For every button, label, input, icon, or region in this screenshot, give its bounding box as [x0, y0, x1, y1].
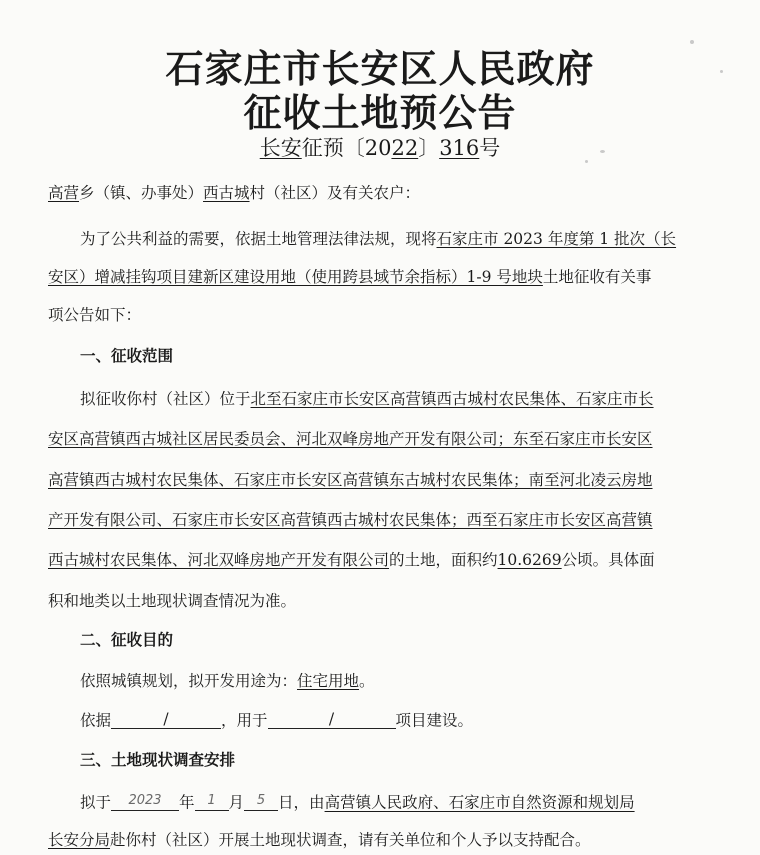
survey-text: 日，由 [278, 793, 325, 812]
doc-number-value: 316 [439, 136, 480, 160]
section-heading-scope: 一、征收范围 [80, 346, 174, 365]
intro-text: 为了公共利益的需要，依据土地管理法律法规，现将 [80, 230, 437, 248]
purpose-text: 依照城镇规划，拟开发用途为： [80, 672, 298, 690]
scope-boundary: 北至石家庄市长安区高营镇西古城村农民集体、石家庄市长 [250, 390, 654, 408]
doc-year-suffix: 22 [391, 136, 419, 160]
survey-line-1 [80, 794, 718, 811]
township-tail: 乡（镇、办事处） [79, 184, 204, 202]
section-heading-purpose: 二、征收目的 [80, 630, 174, 649]
scope-text: 拟征收你村（社区）位于 [80, 390, 251, 408]
section-heading-survey: 三、土地现状调查安排 [80, 750, 236, 769]
project-blank: / [268, 712, 396, 729]
survey-month: 1 [195, 794, 229, 811]
scope-line-6: 积和地类以土地现状调查情况为准。 [48, 592, 297, 610]
intro-line-2 [48, 270, 718, 286]
survey-agency: 长安分局 [48, 831, 111, 849]
survey-text: 年 [179, 793, 195, 812]
purpose-text: 项目建设。 [395, 711, 474, 730]
document-title: 石家庄市长安区人民政府 [165, 46, 595, 91]
township-name: 高营 [48, 184, 80, 202]
document-subtitle: 征收土地预公告 [243, 90, 517, 135]
purpose-line-1 [80, 674, 718, 690]
project-name: 石家庄市 2023 年度第 1 批次（长 [436, 230, 677, 248]
doc-close: 〕 [418, 136, 440, 160]
intro-line-1 [80, 232, 718, 248]
land-use: 住宅用地 [297, 672, 360, 690]
scope-line-4 [48, 513, 718, 529]
purpose-text: ，用于 [221, 711, 268, 730]
survey-line-2 [48, 833, 718, 849]
survey-year: 2023 [111, 794, 179, 811]
survey-text: 月 [228, 793, 245, 812]
basis-blank: / [111, 712, 221, 729]
scan-speck [585, 160, 588, 163]
scope-text: 的土地，面积约 [389, 551, 498, 569]
survey-text: 赴你村（社区）开展土地现状调查，请有关单位和个人予以支持配合。 [110, 831, 591, 849]
area-value: 10.6269 [497, 551, 562, 569]
village-name: 西古城 [203, 184, 250, 202]
scope-line-5 [48, 553, 718, 569]
intro-text: 土地征收有关事 [542, 268, 652, 286]
scan-speck [690, 40, 694, 44]
purpose-text: 。 [359, 672, 375, 690]
scope-line-3 [48, 473, 718, 489]
intro-line-3: 项公告如下： [48, 306, 142, 324]
project-name-cont: 安区）增减挂钩项目建新区建设用地（使用跨县域节余指标）1-9 号地块 [48, 268, 543, 286]
village-tail: 村（社区）及有关农户： [249, 184, 421, 202]
survey-text: 拟于 [80, 793, 112, 812]
survey-day: 5 [244, 794, 278, 811]
purpose-text: 依据 [80, 711, 112, 730]
address-line [48, 186, 718, 202]
doc-mid: 征预〔20 [301, 136, 392, 160]
doc-suffix: 号 [479, 136, 501, 160]
scope-boundary: 产开发有限公司、石家庄市长安区高营镇西古城村农民集体；西至石家庄市长安区高营镇 [48, 511, 653, 529]
scope-text: 公顷。具体面 [561, 551, 655, 569]
doc-prefix: 长安 [259, 136, 302, 160]
scope-boundary: 高营镇西古城村农民集体、石家庄市长安区高营镇东古城村农民集体；南至河北凌云房地 [48, 471, 653, 489]
scope-boundary: 西古城村农民集体、河北双峰房地产开发有限公司 [48, 551, 390, 569]
survey-agency: 高营镇人民政府、石家庄市自然资源和规划局 [324, 793, 635, 812]
purpose-line-2 [80, 712, 718, 729]
scope-line-2 [48, 432, 718, 448]
scope-boundary: 安区高营镇西古城社区居民委员会、河北双峰房地产开发有限公司；东至石家庄市长安区 [48, 430, 653, 448]
scope-line-1 [80, 392, 718, 408]
document-number [0, 138, 760, 159]
